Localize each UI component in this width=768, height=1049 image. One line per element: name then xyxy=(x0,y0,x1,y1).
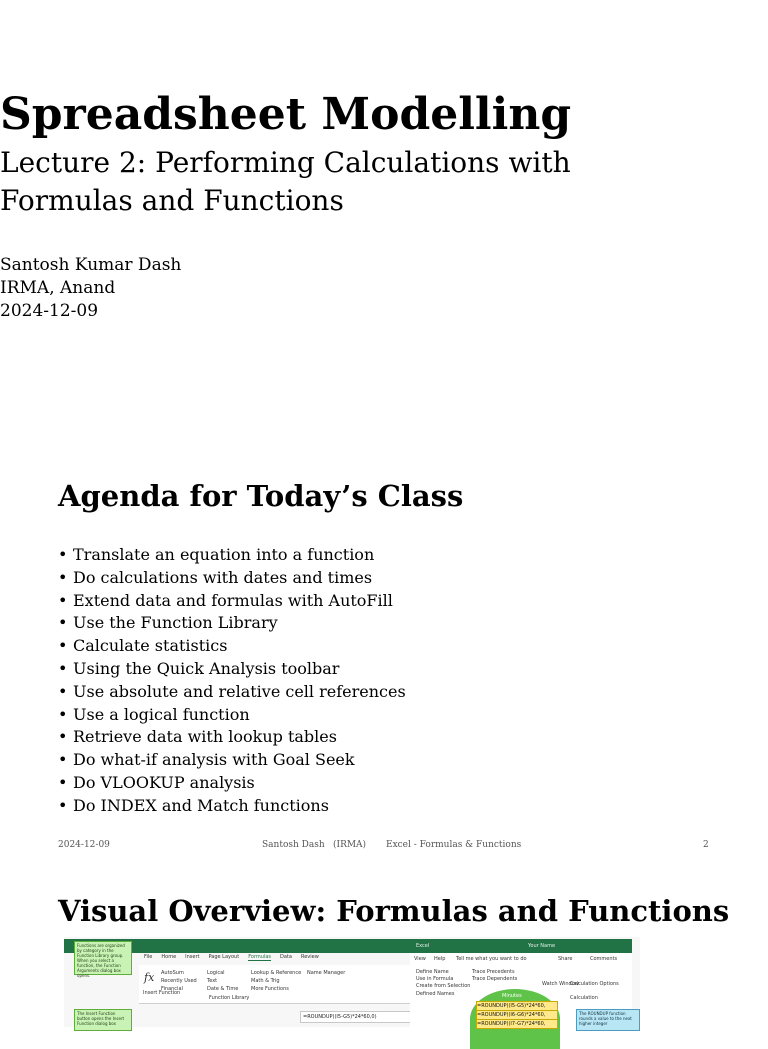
share-button[interactable]: Share xyxy=(558,956,573,962)
excel-title-strip xyxy=(410,939,632,953)
ribbon-tab[interactable]: Data xyxy=(280,954,292,960)
ribbon-tab[interactable]: File xyxy=(144,954,153,960)
agenda-item xyxy=(58,658,406,681)
callout-insert-function: The Insert Function button opens the Insert Function dialog box xyxy=(74,1009,132,1031)
agenda-item-text: Do calculations with dates and times xyxy=(73,567,373,587)
calculation-label: Calculation xyxy=(570,995,598,1001)
footer-page-number: 2 xyxy=(703,840,709,850)
agenda-item-text: Do VLOOKUP analysis xyxy=(73,772,255,792)
autosum-button[interactable]: AutoSum xyxy=(161,970,184,976)
excel-app-title: Excel xyxy=(416,943,430,949)
create-from-selection-button[interactable]: Create from Selection xyxy=(416,983,471,989)
define-name-button[interactable]: Define Name xyxy=(416,969,449,975)
financial-button[interactable]: Financial xyxy=(161,986,183,992)
insert-function-icon[interactable]: fx xyxy=(144,971,155,984)
agenda-item xyxy=(58,567,406,590)
minutes-header: Minutes xyxy=(502,993,522,999)
lecture-subtitle-line2: Formulas and Functions xyxy=(0,184,344,217)
rb-group-3 xyxy=(251,969,301,993)
bullet-icon: • xyxy=(58,613,68,633)
agenda-item xyxy=(58,772,406,795)
agenda-item-text: Translate an equation into a function xyxy=(73,545,375,564)
bullet-icon: • xyxy=(58,567,68,587)
logical-button[interactable]: Logical xyxy=(207,970,225,976)
ribbon-tab[interactable]: Review xyxy=(300,954,319,960)
tell-me-search[interactable]: Tell me what you want to do xyxy=(456,956,527,962)
institution: IRMA, Anand xyxy=(0,278,116,298)
agenda-item-text: Calculate statistics xyxy=(73,636,228,656)
excel-screenshot xyxy=(64,937,640,1027)
lookup-reference-button[interactable]: Lookup & Reference xyxy=(251,970,302,976)
agenda-heading: Agenda for Today’s Class xyxy=(58,479,464,513)
agenda-item xyxy=(58,544,406,567)
formula-cell-1[interactable]: =ROUNDUP((I5-G5)*24*60, xyxy=(476,1001,558,1011)
agenda-item xyxy=(58,704,406,727)
agenda-item-text: Extend data and formulas with AutoFill xyxy=(73,590,393,610)
watch-window-button[interactable]: Watch Window xyxy=(542,981,579,987)
user-name: Your Name xyxy=(528,943,556,949)
agenda-item xyxy=(58,635,406,658)
trace-precedents-button[interactable]: Trace Precedents xyxy=(472,969,515,975)
more-functions-button[interactable]: More Functions xyxy=(251,986,289,992)
footer-author: Santosh Dash xyxy=(262,840,325,850)
lecture-subtitle-line1: Lecture 2: Performing Calculations with xyxy=(0,146,571,179)
agenda-item-text: Use absolute and relative cell references xyxy=(73,681,406,701)
name-manager-button[interactable]: Name Manager xyxy=(307,970,346,976)
ribbon-tab[interactable]: Insert xyxy=(185,954,200,960)
ribbon-tab[interactable]: Page Layout xyxy=(208,954,240,960)
bullet-icon: • xyxy=(58,772,68,792)
recently-used-button[interactable]: Recently Used xyxy=(161,978,197,984)
agenda-item xyxy=(58,681,406,704)
agenda-item-text: Use the Function Library xyxy=(73,613,278,633)
agenda-item-text: Do what-if analysis with Goal Seek xyxy=(73,750,355,770)
bullet-icon: • xyxy=(58,750,68,770)
calculation-options-button[interactable]: Calculation Options xyxy=(570,981,619,987)
formula-cell-3[interactable]: =ROUNDUP((I7-G7)*24*60, xyxy=(476,1019,558,1029)
presentation-title: Spreadsheet Modelling xyxy=(0,89,572,140)
date-time-button[interactable]: Date & Time xyxy=(207,986,239,992)
agenda-item-text: Retrieve data with lookup tables xyxy=(73,727,337,747)
formula-cell-2[interactable]: =ROUNDUP((I6-G6)*24*60, xyxy=(476,1010,558,1020)
agenda-item xyxy=(58,795,406,818)
callout-roundup: The ROUNDUP function rounds a value to the next higher integer xyxy=(576,1009,640,1031)
author-name: Santosh Kumar Dash xyxy=(0,255,182,275)
text-button[interactable]: Text xyxy=(207,978,218,984)
bullet-icon: • xyxy=(58,727,68,747)
agenda-item-text: Do INDEX and Match functions xyxy=(73,795,329,815)
footer-date: 2024-12-09 xyxy=(58,840,110,850)
tab-help[interactable]: Help xyxy=(434,956,446,962)
trace-dependents-button[interactable]: Trace Dependents xyxy=(472,976,518,982)
ribbon-tab[interactable]: Formulas xyxy=(248,954,272,960)
bullet-icon: • xyxy=(58,658,68,678)
formula-bar[interactable]: =ROUNDUP((I5-G5)*24*60,0) xyxy=(300,1011,414,1023)
bullet-icon: • xyxy=(58,545,68,564)
insert-function-label: Insert Function xyxy=(143,990,181,996)
bullet-icon: • xyxy=(58,590,68,610)
ribbon-tabs xyxy=(144,954,328,964)
ribbon-tab[interactable]: Home xyxy=(161,954,177,960)
footer-topic: Excel - Formulas & Functions xyxy=(386,840,522,850)
math-trig-button[interactable]: Math & Trig xyxy=(251,978,280,984)
bullet-icon: • xyxy=(58,636,68,656)
agenda-item xyxy=(58,590,406,613)
tab-view[interactable]: View xyxy=(414,956,426,962)
lecture-date: 2024-12-09 xyxy=(0,301,99,321)
bullet-icon: • xyxy=(58,795,68,815)
defined-names-label: Defined Names xyxy=(416,991,455,997)
agenda-item xyxy=(58,726,406,749)
agenda-item-text: Use a logical function xyxy=(73,704,250,724)
agenda-item xyxy=(58,749,406,772)
agenda-list xyxy=(58,544,406,818)
agenda-item-text: Using the Quick Analysis toolbar xyxy=(73,658,340,678)
agenda-item xyxy=(58,612,406,635)
use-in-formula-button[interactable]: Use in Formula xyxy=(416,976,454,982)
function-library-label: Function Library xyxy=(209,995,250,1001)
overview-heading: Visual Overview: Formulas and Functions xyxy=(58,894,730,928)
rb-group-2 xyxy=(207,969,238,993)
bullet-icon: • xyxy=(58,681,68,701)
footer-org: (IRMA) xyxy=(333,840,367,850)
callout-function-library: Functions are organized by category in the Function Library group. When you select a function, the Function Arguments dialog box opens. xyxy=(74,941,132,975)
comments-button[interactable]: Comments xyxy=(590,956,618,962)
bullet-icon: • xyxy=(58,704,68,724)
